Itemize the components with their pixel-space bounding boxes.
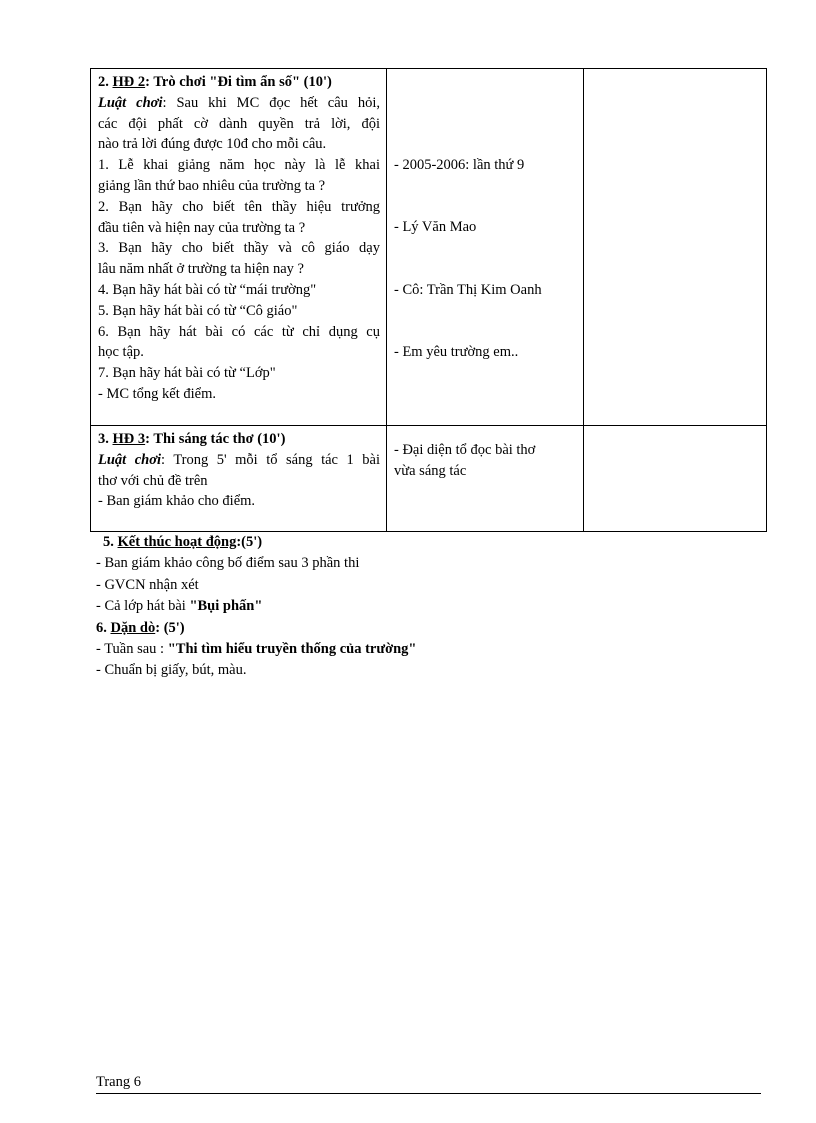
- answer-text: vừa sáng tác: [394, 462, 467, 479]
- rule-text: Luật chơi: Sau khi MC đọc hết câu hỏi,: [98, 94, 381, 111]
- question-text: lâu năm nhất ở trường ta hiện nay ?: [98, 261, 304, 278]
- question-text: 5. Bạn hãy hát bài có từ “Cô giáo": [98, 302, 298, 319]
- activity-title: 3. HĐ 3: Thi sáng tác thơ (10'): [98, 431, 286, 447]
- list-item: - Tuần sau : "Thi tìm hiểu truyền thống của trường": [96, 641, 417, 658]
- question-text: 2. Bạn hãy cho biết tên thầy hiệu trưởng: [98, 198, 380, 215]
- mc-summary: - MC tổng kết điểm.: [98, 385, 217, 402]
- question-text: 6. Bạn hãy hát bài có các từ chỉ dụng cụ: [98, 323, 380, 340]
- section-heading: 5. Kết thúc hoạt động:(5'): [103, 534, 263, 550]
- notes-cell: [584, 426, 767, 532]
- list-item: - Chuẩn bị giấy, bút, màu.: [96, 662, 247, 679]
- notes-cell: [584, 69, 767, 426]
- question-text: giảng lần thứ bao nhiêu của trường ta ?: [98, 177, 326, 194]
- answer-text: - Đại diện tổ đọc bài thơ: [394, 442, 536, 458]
- closing-sections: [96, 532, 786, 682]
- activity-cell: [91, 426, 387, 532]
- question-text: 7. Bạn hãy hát bài có từ “Lớp": [98, 365, 276, 382]
- answer-text: - Lý Văn Mao: [394, 218, 477, 235]
- answer-cell: [387, 426, 584, 532]
- list-item: - GVCN nhận xét: [96, 576, 199, 593]
- page-footer: [96, 1074, 761, 1094]
- question-text: 1. Lễ khai giảng năm học này là lễ khai: [98, 157, 380, 174]
- answer-text: - 2005-2006: lần thứ 9: [394, 157, 525, 173]
- rule-text: các đội phất cờ dành quyền trả lời, đội: [98, 115, 380, 132]
- table-row: [91, 69, 767, 426]
- activity-table: [90, 68, 767, 532]
- table-row: [91, 426, 767, 532]
- answer-text: - Cô: Trần Thị Kim Oanh: [394, 281, 542, 298]
- question-text: 4. Bạn hãy hát bài có từ “mái trường": [98, 281, 317, 298]
- answer-cell: [387, 69, 584, 426]
- answer-text: - Em yêu trường em..: [394, 344, 519, 361]
- list-item: - Cả lớp hát bài "Bụi phấn": [96, 598, 263, 615]
- activity-title: 2. HĐ 2: Trò chơi "Đi tìm ẩn số" (10'): [98, 74, 332, 90]
- section-heading: 6. Dặn dò: (5'): [96, 619, 185, 636]
- page-number: Trang 6: [96, 1074, 141, 1090]
- rule-text: thơ với chủ đề trên: [98, 472, 208, 489]
- question-text: học tập.: [98, 344, 144, 361]
- question-text: 3. Bạn hãy cho biết thầy và cô giáo dạy: [98, 240, 380, 257]
- judge-text: - Ban giám khảo cho điểm.: [98, 493, 256, 510]
- question-text: đầu tiên và hiện nay của trường ta ?: [98, 219, 306, 236]
- activity-cell: [91, 69, 387, 426]
- list-item: - Ban giám khảo công bố điểm sau 3 phần thi: [96, 555, 360, 572]
- rule-text: Luật chơi: Trong 5' mỗi tổ sáng tác 1 bài: [98, 451, 380, 468]
- rule-text: nào trả lời đúng được 10đ cho mỗi câu.: [98, 136, 327, 153]
